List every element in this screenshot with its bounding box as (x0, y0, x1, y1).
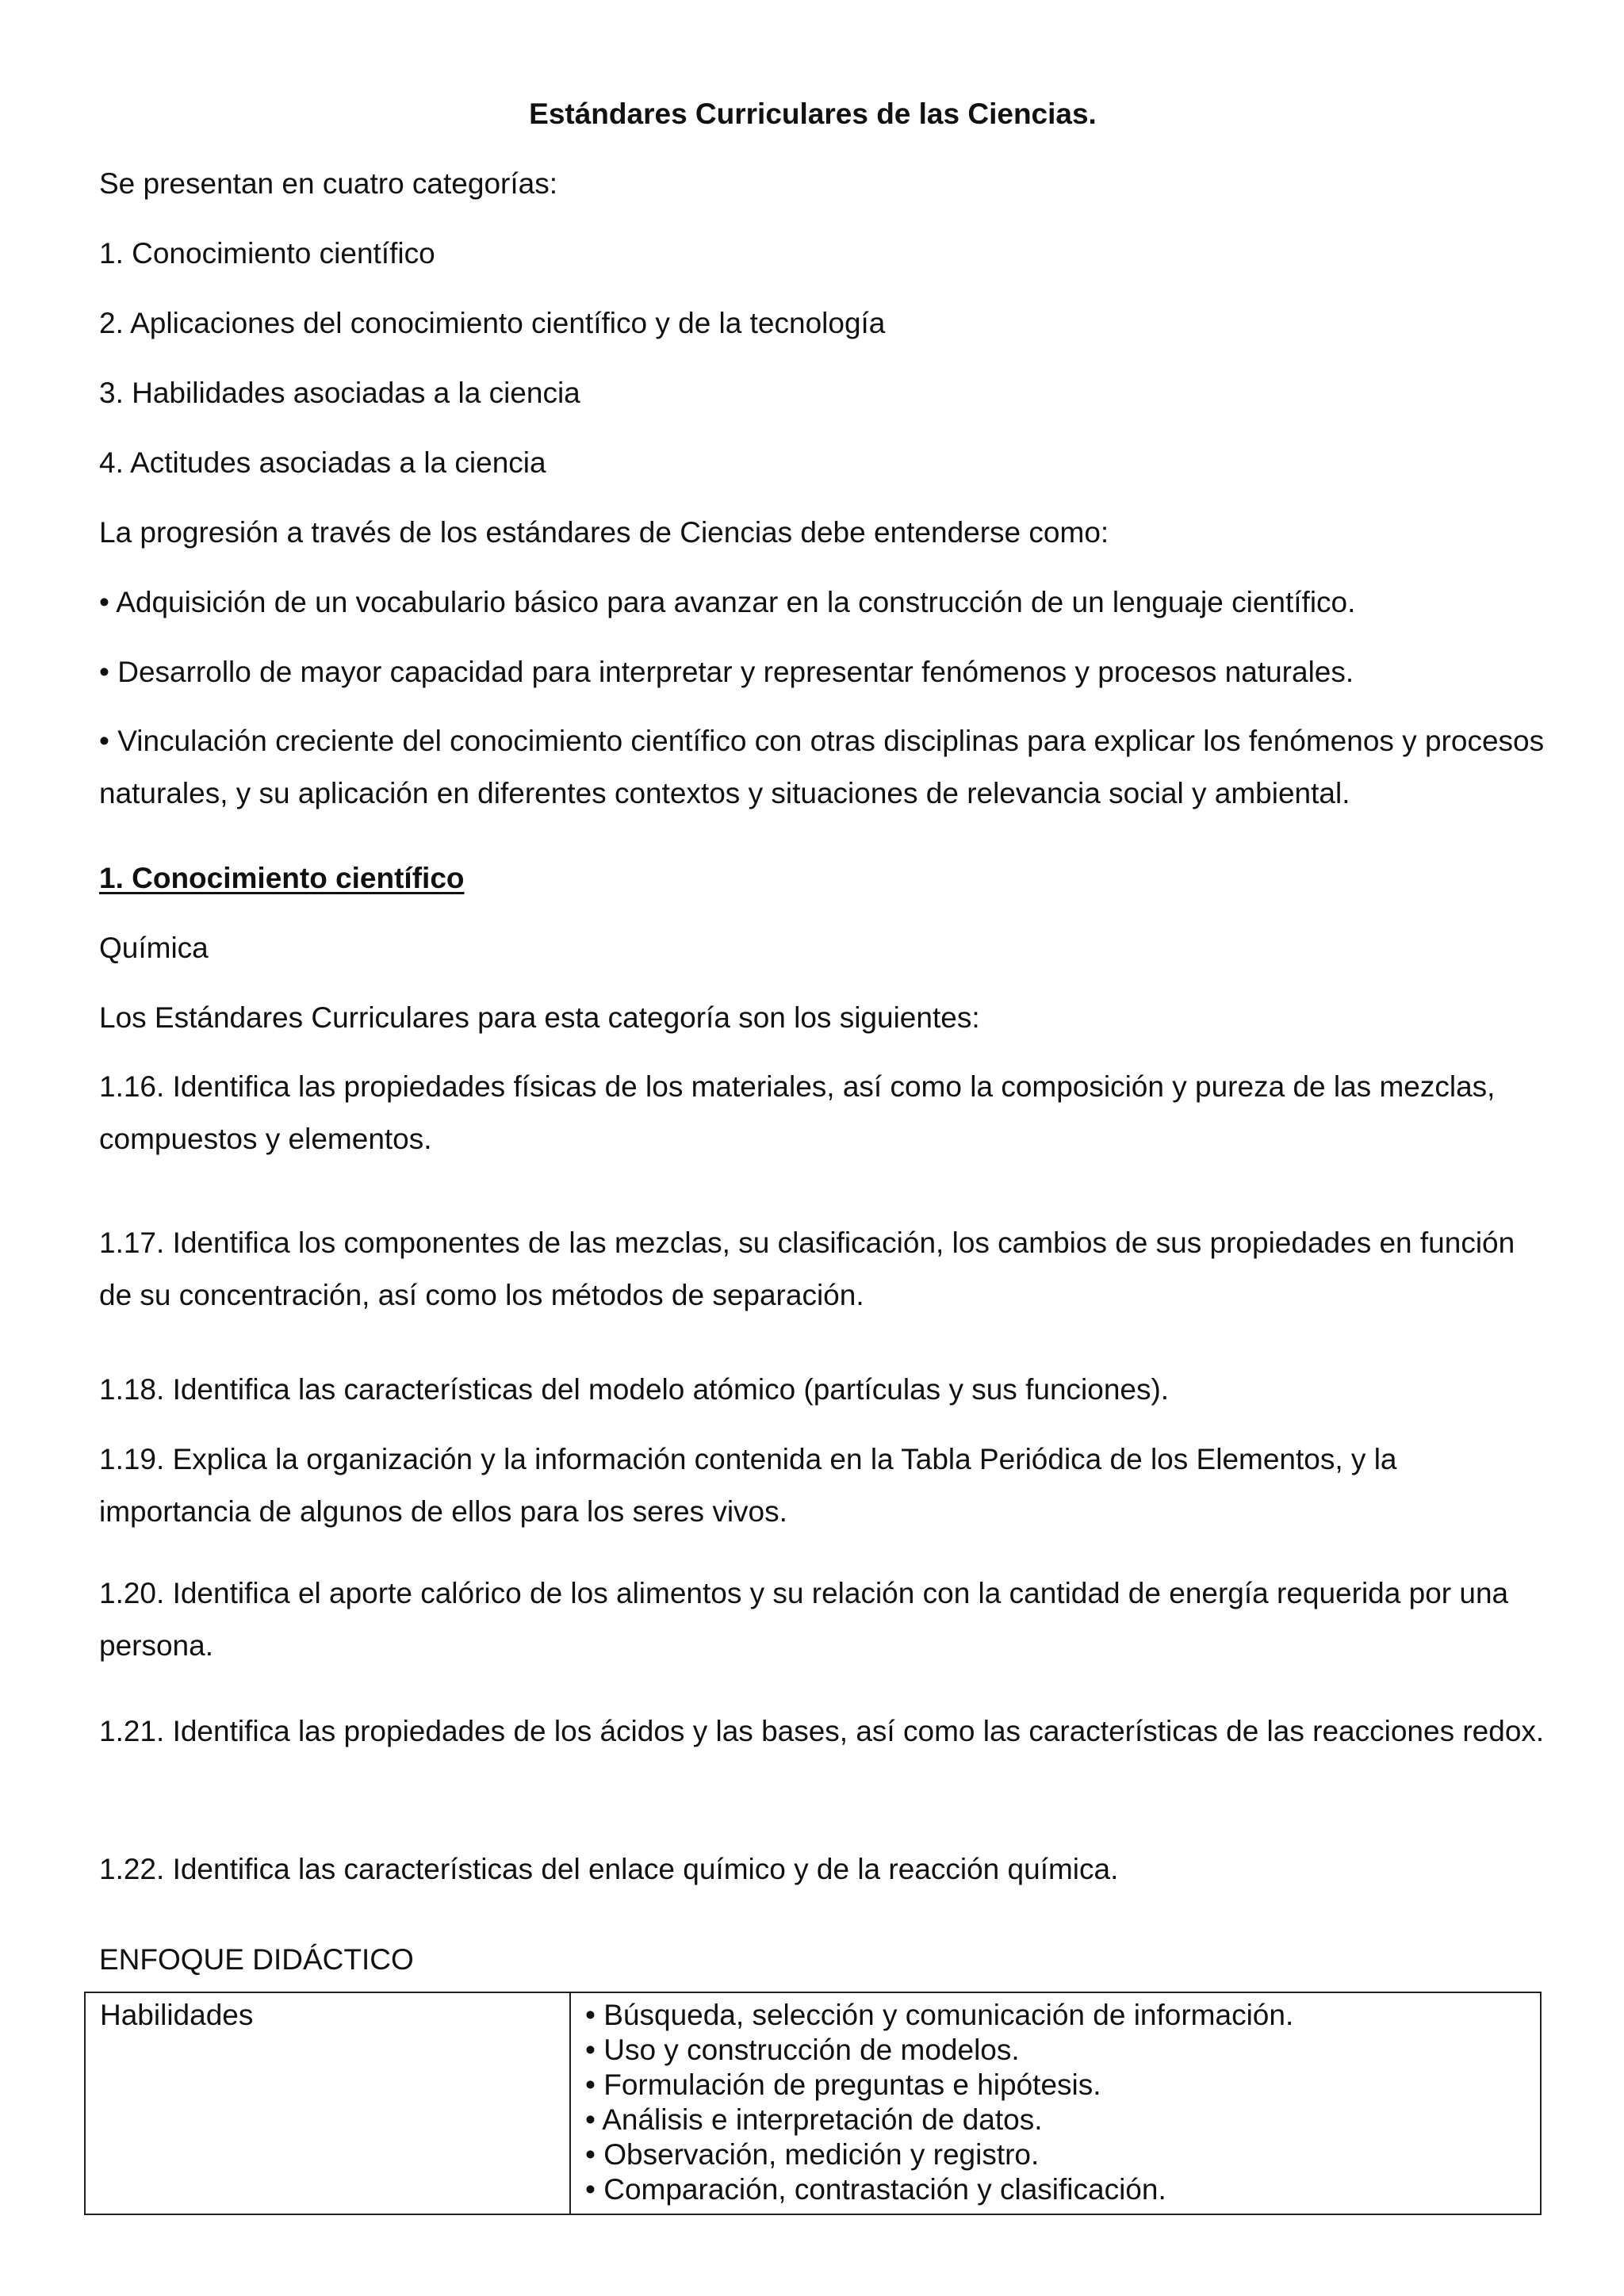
category-item: 2. Aplicaciones del conocimiento científico y de la tecnología (99, 307, 886, 339)
standard-item: 1.21. Identifica las propiedades de los ácidos y las bases, así como las características de las reacciones redox. (99, 1715, 1545, 1747)
table-items-cell (570, 1992, 1541, 2214)
standard-item: 1.22. Identifica las características del enlace químico y de la reacción química. (99, 1853, 1119, 1885)
standard-item: 1.20. Identifica el aporte calórico de los alimentos y su relación con la cantidad de energía requerida por una persona. (99, 1577, 1509, 1662)
category-item: 1. Conocimiento científico (99, 237, 435, 270)
list-item: • Uso y construcción de modelos. (585, 2034, 1020, 2066)
skills-list (585, 1998, 1532, 2207)
subject-label: Química (99, 932, 209, 964)
list-item: • Comparación, contrastación y clasificación. (585, 2173, 1166, 2206)
table-label-cell: Habilidades (85, 1992, 570, 2214)
standards-intro: Los Estándares Curriculares para esta categoría son los siguientes: (99, 1001, 980, 1034)
table-row (85, 1992, 1541, 2214)
standard-item: 1.19. Explica la organización y la información contenida en la Tabla Periódica de los Elementos, y la importancia de algunos de ellos para los seres vivos. (99, 1443, 1397, 1528)
category-item: 3. Habilidades asociadas a la ciencia (99, 377, 580, 409)
list-item: • Formulación de preguntas e hipótesis. (585, 2068, 1101, 2101)
intro-text: Se presentan en cuatro categorías: (99, 167, 557, 200)
standard-item: 1.18. Identifica las características del modelo atómico (partículas y sus funciones). (99, 1373, 1170, 1406)
progression-intro: La progresión a través de los estándares de Ciencias debe entenderse como: (99, 516, 1109, 549)
enfoque-table (84, 1992, 1542, 2215)
standard-item: 1.16. Identifica las propiedades físicas de los materiales, así como la composición y pureza de las mezclas, compuestos y elementos. (99, 1070, 1496, 1155)
enfoque-heading: ENFOQUE DIDÁCTICO (99, 1943, 414, 1976)
document-title: Estándares Curriculares de las Ciencias. (529, 98, 1097, 130)
section-heading: 1. Conocimiento científico (99, 862, 465, 894)
category-item: 4. Actitudes asociadas a la ciencia (99, 446, 546, 479)
progression-item: • Adquisición de un vocabulario básico para avanzar en la construcción de un lenguaje científico. (99, 586, 1356, 618)
list-item: • Observación, medición y registro. (585, 2138, 1040, 2171)
progression-item: • Vinculación creciente del conocimiento científico con otras disciplinas para explicar los fenómenos y procesos naturales, y su aplicación en diferentes contextos y situaciones de relevancia social y ambiental. (99, 725, 1545, 809)
list-item: • Análisis e interpretación de datos. (585, 2103, 1043, 2136)
list-item: • Búsqueda, selección y comunicación de información. (585, 1999, 1294, 2031)
standard-item: 1.17. Identifica los componentes de las mezclas, su clasificación, los cambios de sus propiedades en función de su concentración, así como los métodos de separación. (99, 1226, 1515, 1311)
progression-item: • Desarrollo de mayor capacidad para interpretar y representar fenómenos y procesos naturales. (99, 656, 1354, 688)
